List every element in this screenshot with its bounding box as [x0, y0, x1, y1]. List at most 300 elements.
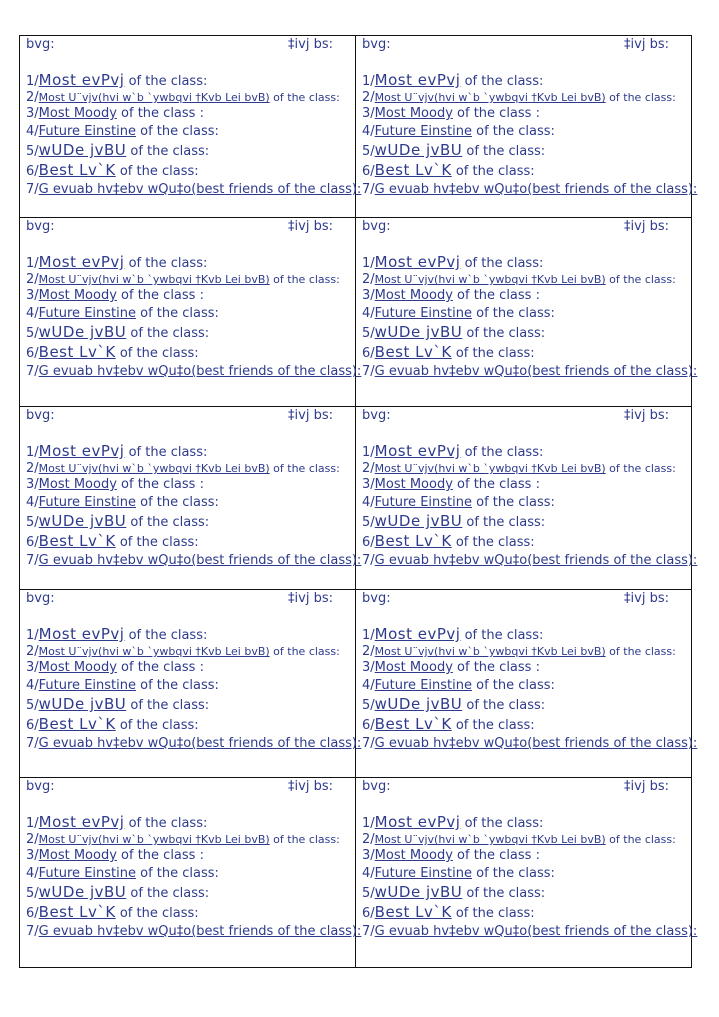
award-item — [362, 442, 685, 462]
item-number: 7/ — [26, 182, 39, 197]
item-number: 2/ — [362, 461, 375, 476]
award-item — [26, 161, 349, 181]
award-item — [362, 323, 685, 343]
award-item — [362, 512, 685, 532]
award-item — [362, 923, 698, 941]
item-number: 7/ — [26, 736, 39, 751]
award-suffix: of the class: — [460, 74, 544, 89]
award-slip — [20, 218, 362, 381]
item-number: 3/ — [362, 660, 375, 675]
award-suffix: of the class : — [452, 660, 540, 675]
award-title: Most U¨vjv(hvi w`b `ywbqvi †Kvb Lei bvB) — [38, 462, 270, 475]
award-item — [362, 847, 685, 865]
award-item — [362, 813, 685, 833]
award-title: G evuab hv‡ebv wQu‡o(best friends of the class): — [38, 736, 362, 751]
award-item — [26, 715, 349, 735]
award-title: G evuab hv‡ebv wQu‡o(best friends of the class): — [38, 553, 362, 568]
award-item — [26, 532, 349, 552]
award-slip — [356, 36, 698, 199]
award-item — [362, 476, 685, 494]
award-item — [362, 363, 698, 381]
award-title: Most evPvj — [374, 253, 461, 271]
award-item — [26, 833, 349, 847]
item-number: 3/ — [26, 477, 39, 492]
item-number: 3/ — [26, 106, 39, 121]
award-title: Most Moody — [374, 848, 453, 863]
award-title: Future Einstine — [38, 124, 136, 139]
award-title: Most U¨vjv(hvi w`b `ywbqvi †Kvb Lei bvB) — [374, 273, 606, 286]
award-suffix: of the class: — [605, 273, 676, 286]
award-suffix: of the class: — [269, 645, 340, 658]
award-suffix: of the class: — [269, 833, 340, 846]
item-number: 1/ — [26, 628, 39, 643]
award-item — [362, 161, 685, 181]
award-item — [362, 71, 685, 91]
award-suffix: of the class : — [116, 477, 204, 492]
award-item — [26, 625, 349, 645]
award-title: Most evPvj — [374, 442, 461, 460]
name-label: bvg: — [26, 779, 55, 794]
award-item — [362, 735, 698, 753]
item-number: 7/ — [362, 364, 375, 379]
award-title: G evuab hv‡ebv wQu‡o(best friends of the class): — [374, 182, 698, 197]
award-suffix: of the class: — [115, 535, 199, 550]
award-title: Most Moody — [38, 660, 117, 675]
award-title: wUDe jvBU — [38, 141, 127, 159]
award-title: Most evPvj — [38, 625, 125, 643]
item-number: 3/ — [362, 848, 375, 863]
award-slip — [356, 590, 698, 753]
award-item — [362, 181, 698, 199]
slip-header — [26, 779, 349, 795]
item-number: 4/ — [362, 124, 375, 139]
award-item — [362, 677, 685, 695]
award-suffix: of the class: — [462, 515, 546, 530]
slip-header — [26, 591, 349, 607]
item-number: 5/ — [362, 886, 375, 901]
item-number: 4/ — [362, 306, 375, 321]
award-title: Future Einstine — [38, 495, 136, 510]
roll-label: ‡ivj bs: — [288, 37, 333, 52]
award-item — [362, 532, 685, 552]
item-number: 5/ — [362, 515, 375, 530]
item-number: 1/ — [362, 816, 375, 831]
slip-header — [362, 219, 685, 235]
award-item — [362, 865, 685, 883]
item-number: 1/ — [362, 74, 375, 89]
award-title: Most evPvj — [374, 71, 461, 89]
item-number: 2/ — [26, 272, 39, 287]
award-item — [26, 903, 349, 923]
award-suffix: of the class: — [124, 628, 208, 643]
award-suffix: of the class: — [451, 535, 535, 550]
name-label: bvg: — [26, 219, 55, 234]
award-item — [26, 363, 362, 381]
item-number: 2/ — [362, 272, 375, 287]
item-number: 1/ — [362, 628, 375, 643]
award-suffix: of the class: — [471, 124, 555, 139]
award-item — [26, 883, 349, 903]
award-suffix: of the class: — [451, 906, 535, 921]
award-title: wUDe jvBU — [38, 323, 127, 341]
award-suffix: of the class: — [115, 346, 199, 361]
award-title: Most U¨vjv(hvi w`b `ywbqvi †Kvb Lei bvB) — [38, 91, 270, 104]
award-item — [362, 695, 685, 715]
item-number: 6/ — [26, 346, 39, 361]
slip-header — [362, 779, 685, 795]
item-number: 3/ — [362, 288, 375, 303]
item-number: 3/ — [26, 288, 39, 303]
award-title: Most Moody — [38, 288, 117, 303]
award-item — [362, 91, 685, 105]
award-item — [362, 273, 685, 287]
item-number: 6/ — [362, 718, 375, 733]
award-title: G evuab hv‡ebv wQu‡o(best friends of the class): — [374, 553, 698, 568]
item-number: 5/ — [362, 144, 375, 159]
award-title: Future Einstine — [38, 306, 136, 321]
item-number: 7/ — [26, 553, 39, 568]
award-item — [26, 923, 362, 941]
award-item — [26, 181, 362, 199]
item-number: 1/ — [362, 445, 375, 460]
award-suffix: of the class : — [452, 477, 540, 492]
award-title: Most evPvj — [38, 253, 125, 271]
item-number: 5/ — [26, 698, 39, 713]
name-label: bvg: — [362, 219, 391, 234]
award-suffix: of the class: — [135, 124, 219, 139]
name-label: bvg: — [362, 37, 391, 52]
award-title: Most Moody — [38, 848, 117, 863]
roll-label: ‡ivj bs: — [288, 779, 333, 794]
award-item — [362, 659, 685, 677]
award-suffix: of the class: — [269, 462, 340, 475]
award-item — [26, 123, 349, 141]
award-item — [362, 253, 685, 273]
slip-header — [26, 408, 349, 424]
award-suffix: of the class: — [462, 698, 546, 713]
award-title: G evuab hv‡ebv wQu‡o(best friends of the class): — [374, 736, 698, 751]
item-number: 2/ — [362, 644, 375, 659]
award-item — [26, 253, 349, 273]
award-item — [362, 494, 685, 512]
award-title: Most evPvj — [38, 442, 125, 460]
award-slip — [356, 778, 698, 941]
award-suffix: of the class : — [452, 848, 540, 863]
award-suffix: of the class: — [471, 495, 555, 510]
award-suffix: of the class: — [126, 886, 210, 901]
award-suffix: of the class: — [605, 645, 676, 658]
award-item — [26, 813, 349, 833]
award-item — [26, 865, 349, 883]
slip-sheet — [19, 35, 698, 968]
roll-label: ‡ivj bs: — [288, 591, 333, 606]
award-item — [362, 123, 685, 141]
award-item — [362, 287, 685, 305]
award-suffix: of the class: — [126, 326, 210, 341]
award-item — [26, 695, 349, 715]
award-title: Most U¨vjv(hvi w`b `ywbqvi †Kvb Lei bvB) — [38, 833, 270, 846]
name-label: bvg: — [362, 591, 391, 606]
award-suffix: of the class: — [462, 326, 546, 341]
award-item — [362, 833, 685, 847]
award-slip — [20, 778, 362, 941]
award-slip — [356, 407, 698, 570]
award-item — [26, 494, 349, 512]
award-title: Future Einstine — [38, 678, 136, 693]
award-title: Best Lv`K — [374, 903, 452, 921]
award-title: Best Lv`K — [38, 161, 116, 179]
award-item — [26, 476, 349, 494]
award-item — [26, 677, 349, 695]
award-title: Most evPvj — [374, 813, 461, 831]
award-title: wUDe jvBU — [374, 883, 463, 901]
award-item — [26, 343, 349, 363]
slip-header — [26, 219, 349, 235]
item-number: 5/ — [26, 144, 39, 159]
item-number: 7/ — [362, 924, 375, 939]
award-title: wUDe jvBU — [38, 883, 127, 901]
award-suffix: of the class: — [460, 628, 544, 643]
item-number: 2/ — [26, 90, 39, 105]
award-title: Most Moody — [38, 477, 117, 492]
award-title: Future Einstine — [374, 866, 472, 881]
item-number: 5/ — [362, 326, 375, 341]
award-suffix: of the class: — [135, 495, 219, 510]
item-number: 7/ — [26, 924, 39, 939]
item-number: 3/ — [26, 660, 39, 675]
award-suffix: of the class: — [460, 256, 544, 271]
award-title: Most evPvj — [38, 813, 125, 831]
award-suffix: of the class: — [135, 678, 219, 693]
item-number: 3/ — [26, 848, 39, 863]
award-suffix: of the class: — [126, 144, 210, 159]
award-suffix: of the class: — [471, 678, 555, 693]
item-number: 4/ — [26, 306, 39, 321]
award-title: Most Moody — [374, 477, 453, 492]
item-number: 1/ — [362, 256, 375, 271]
award-slip — [356, 218, 698, 381]
roll-label: ‡ivj bs: — [624, 408, 669, 423]
award-item — [26, 735, 362, 753]
award-title: wUDe jvBU — [374, 141, 463, 159]
award-item — [26, 323, 349, 343]
award-suffix: of the class: — [115, 718, 199, 733]
item-number: 2/ — [362, 90, 375, 105]
award-title: G evuab hv‡ebv wQu‡o(best friends of the class): — [374, 924, 698, 939]
award-suffix: of the class: — [126, 515, 210, 530]
award-item — [362, 105, 685, 123]
award-title: G evuab hv‡ebv wQu‡o(best friends of the class): — [38, 924, 362, 939]
award-suffix: of the class: — [462, 144, 546, 159]
roll-label: ‡ivj bs: — [624, 37, 669, 52]
award-item — [26, 512, 349, 532]
award-item — [362, 715, 685, 735]
item-number: 4/ — [26, 866, 39, 881]
award-suffix: of the class: — [605, 833, 676, 846]
award-suffix: of the class: — [451, 718, 535, 733]
award-suffix: of the class : — [116, 848, 204, 863]
item-number: 7/ — [362, 736, 375, 751]
award-item — [362, 625, 685, 645]
award-title: G evuab hv‡ebv wQu‡o(best friends of the class): — [38, 182, 362, 197]
item-number: 1/ — [26, 74, 39, 89]
slip-header — [362, 408, 685, 424]
award-suffix: of the class: — [462, 886, 546, 901]
award-title: G evuab hv‡ebv wQu‡o(best friends of the class): — [38, 364, 362, 379]
award-item — [26, 552, 362, 570]
award-item — [26, 305, 349, 323]
roll-label: ‡ivj bs: — [288, 408, 333, 423]
award-suffix: of the class: — [471, 306, 555, 321]
item-number: 4/ — [362, 495, 375, 510]
award-suffix: of the class: — [605, 462, 676, 475]
award-item — [26, 287, 349, 305]
award-suffix: of the class: — [269, 91, 340, 104]
award-suffix: of the class: — [124, 816, 208, 831]
item-number: 2/ — [26, 644, 39, 659]
item-number: 7/ — [362, 553, 375, 568]
award-suffix: of the class : — [116, 288, 204, 303]
award-title: Most U¨vjv(hvi w`b `ywbqvi †Kvb Lei bvB) — [374, 833, 606, 846]
award-item — [26, 462, 349, 476]
award-item — [362, 645, 685, 659]
item-number: 7/ — [362, 182, 375, 197]
award-title: Best Lv`K — [374, 715, 452, 733]
award-item — [26, 645, 349, 659]
item-number: 6/ — [26, 906, 39, 921]
award-title: Future Einstine — [374, 495, 472, 510]
item-number: 6/ — [362, 164, 375, 179]
award-title: Most U¨vjv(hvi w`b `ywbqvi †Kvb Lei bvB) — [38, 273, 270, 286]
award-title: Future Einstine — [38, 866, 136, 881]
award-title: Best Lv`K — [38, 903, 116, 921]
item-number: 4/ — [26, 124, 39, 139]
item-number: 6/ — [362, 535, 375, 550]
award-title: Most evPvj — [38, 71, 125, 89]
award-item — [26, 105, 349, 123]
item-number: 6/ — [362, 906, 375, 921]
award-title: Best Lv`K — [374, 161, 452, 179]
award-title: Future Einstine — [374, 124, 472, 139]
item-number: 5/ — [26, 515, 39, 530]
item-number: 4/ — [26, 678, 39, 693]
name-label: bvg: — [362, 779, 391, 794]
item-number: 6/ — [26, 718, 39, 733]
award-item — [362, 552, 698, 570]
award-suffix: of the class: — [460, 816, 544, 831]
slip-header — [26, 37, 349, 53]
award-slip — [20, 36, 362, 199]
item-number: 5/ — [26, 326, 39, 341]
award-suffix: of the class: — [126, 698, 210, 713]
item-number: 5/ — [26, 886, 39, 901]
award-suffix: of the class: — [451, 346, 535, 361]
item-number: 1/ — [26, 445, 39, 460]
award-title: wUDe jvBU — [38, 512, 127, 530]
award-title: Best Lv`K — [374, 532, 452, 550]
item-number: 3/ — [362, 106, 375, 121]
item-number: 3/ — [362, 477, 375, 492]
item-number: 1/ — [26, 816, 39, 831]
item-number: 6/ — [26, 535, 39, 550]
award-title: wUDe jvBU — [374, 512, 463, 530]
name-label: bvg: — [362, 408, 391, 423]
name-label: bvg: — [26, 408, 55, 423]
award-item — [26, 71, 349, 91]
award-title: Most Moody — [374, 660, 453, 675]
award-suffix: of the class: — [451, 164, 535, 179]
award-suffix: of the class: — [135, 306, 219, 321]
award-item — [362, 903, 685, 923]
award-suffix: of the class: — [124, 445, 208, 460]
award-suffix: of the class: — [115, 164, 199, 179]
item-number: 7/ — [26, 364, 39, 379]
award-title: Most Moody — [374, 106, 453, 121]
award-title: Most U¨vjv(hvi w`b `ywbqvi †Kvb Lei bvB) — [374, 91, 606, 104]
roll-label: ‡ivj bs: — [288, 219, 333, 234]
award-title: Best Lv`K — [38, 532, 116, 550]
item-number: 2/ — [26, 832, 39, 847]
award-suffix: of the class: — [135, 866, 219, 881]
award-suffix: of the class: — [460, 445, 544, 460]
award-suffix: of the class: — [605, 91, 676, 104]
item-number: 4/ — [362, 866, 375, 881]
award-suffix: of the class : — [116, 660, 204, 675]
award-suffix: of the class : — [452, 106, 540, 121]
award-title: Most Moody — [374, 288, 453, 303]
award-slip — [20, 407, 362, 570]
award-title: Best Lv`K — [374, 343, 452, 361]
award-title: Most U¨vjv(hvi w`b `ywbqvi †Kvb Lei bvB) — [374, 645, 606, 658]
item-number: 1/ — [26, 256, 39, 271]
award-title: Future Einstine — [374, 306, 472, 321]
award-title: Most U¨vjv(hvi w`b `ywbqvi †Kvb Lei bvB) — [38, 645, 270, 658]
item-number: 2/ — [26, 461, 39, 476]
award-item — [26, 847, 349, 865]
award-item — [362, 883, 685, 903]
award-suffix: of the class: — [471, 866, 555, 881]
roll-label: ‡ivj bs: — [624, 779, 669, 794]
award-title: Future Einstine — [374, 678, 472, 693]
item-number: 6/ — [26, 164, 39, 179]
award-item — [26, 273, 349, 287]
award-title: wUDe jvBU — [374, 323, 463, 341]
award-title: wUDe jvBU — [374, 695, 463, 713]
award-item — [26, 659, 349, 677]
award-slip — [20, 590, 362, 753]
item-number: 6/ — [362, 346, 375, 361]
name-label: bvg: — [26, 37, 55, 52]
award-item — [362, 141, 685, 161]
award-title: Most Moody — [38, 106, 117, 121]
award-title: Best Lv`K — [38, 343, 116, 361]
award-title: Most evPvj — [374, 625, 461, 643]
award-suffix: of the class: — [124, 74, 208, 89]
award-item — [26, 141, 349, 161]
item-number: 4/ — [362, 678, 375, 693]
roll-label: ‡ivj bs: — [624, 591, 669, 606]
award-item — [362, 462, 685, 476]
award-title: Most U¨vjv(hvi w`b `ywbqvi †Kvb Lei bvB) — [374, 462, 606, 475]
award-item — [362, 305, 685, 323]
award-item — [362, 343, 685, 363]
award-suffix: of the class : — [116, 106, 204, 121]
award-item — [26, 442, 349, 462]
award-suffix: of the class : — [452, 288, 540, 303]
slip-header — [362, 37, 685, 53]
award-title: wUDe jvBU — [38, 695, 127, 713]
award-suffix: of the class: — [115, 906, 199, 921]
